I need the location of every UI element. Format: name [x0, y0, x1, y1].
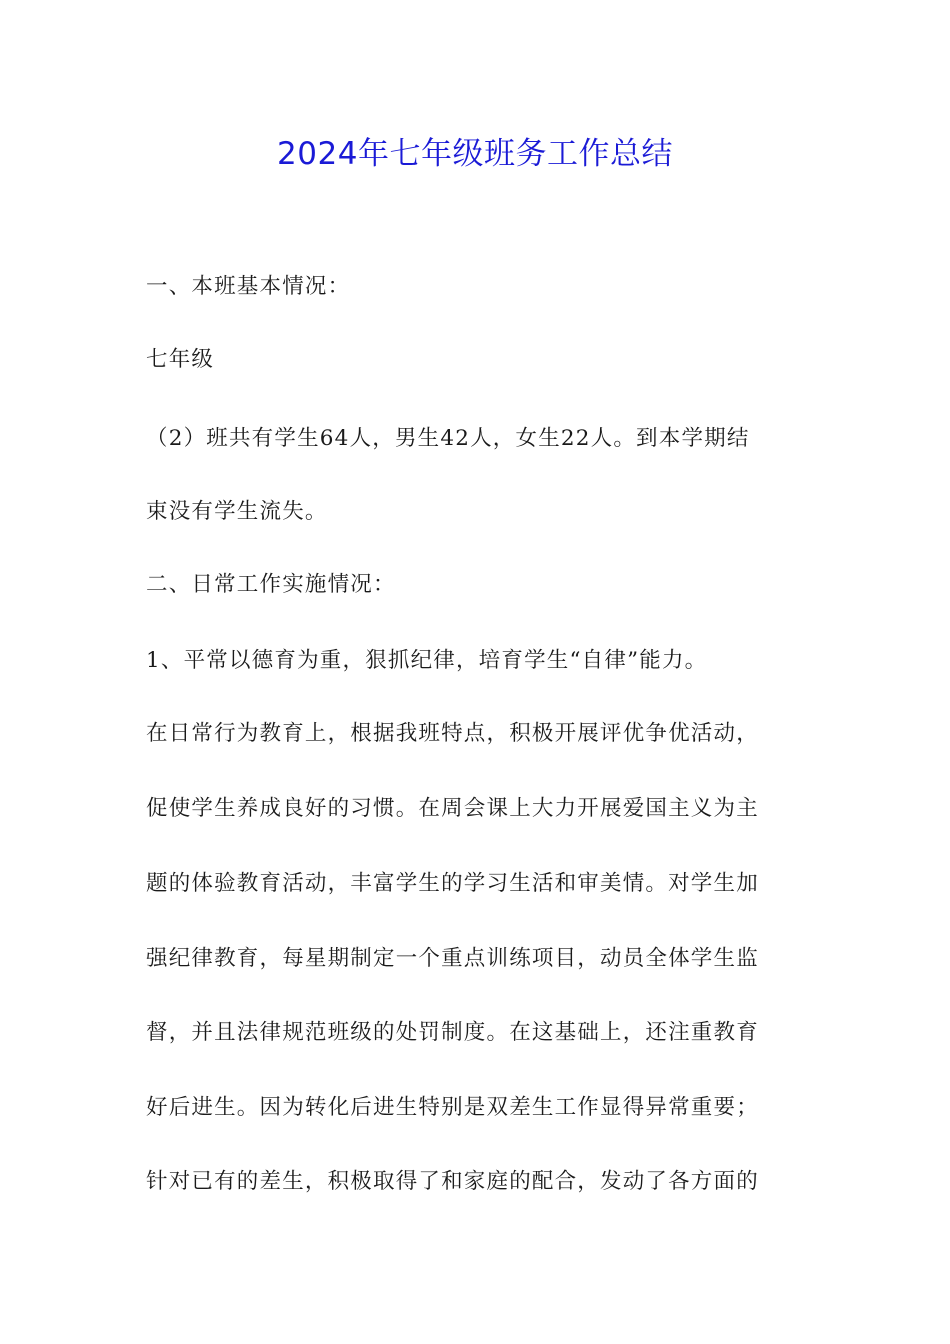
section-heading-basic-info: 一、本班基本情况：: [146, 274, 351, 299]
paragraph-line: 督，并且法律规范班级的处罚制度。在这基础上，还注重教育: [146, 1020, 759, 1045]
paragraph-line: 针对已有的差生，积极取得了和家庭的配合，发动了各方面的: [146, 1169, 759, 1194]
paragraph-line: 七年级: [146, 347, 215, 372]
paragraph-line: 好后进生。因为转化后进生特别是双差生工作显得异常重要；: [146, 1095, 759, 1120]
paragraph-line: 促使学生养成良好的习惯。在周会课上大力开展爱国主义为主: [146, 796, 759, 821]
paragraph-line: （2）班共有学生64人，男生42人，女生22人。到本学期结: [146, 426, 750, 451]
section-heading-daily-work: 二、日常工作实施情况：: [146, 572, 396, 597]
subsection-heading: 1、平常以德育为重，狠抓纪律，培育学生“自律”能力。: [146, 648, 708, 673]
paragraph-line: 强纪律教育，每星期制定一个重点训练项目，动员全体学生监: [146, 946, 759, 971]
paragraph-line: 题的体验教育活动，丰富学生的学习生活和审美情。对学生加: [146, 871, 759, 896]
paragraph-line: 束没有学生流失。: [146, 499, 328, 524]
document-title: 2024年七年级班务工作总结: [277, 136, 673, 172]
paragraph-line: 在日常行为教育上，根据我班特点，积极开展评优争优活动，: [146, 721, 759, 746]
